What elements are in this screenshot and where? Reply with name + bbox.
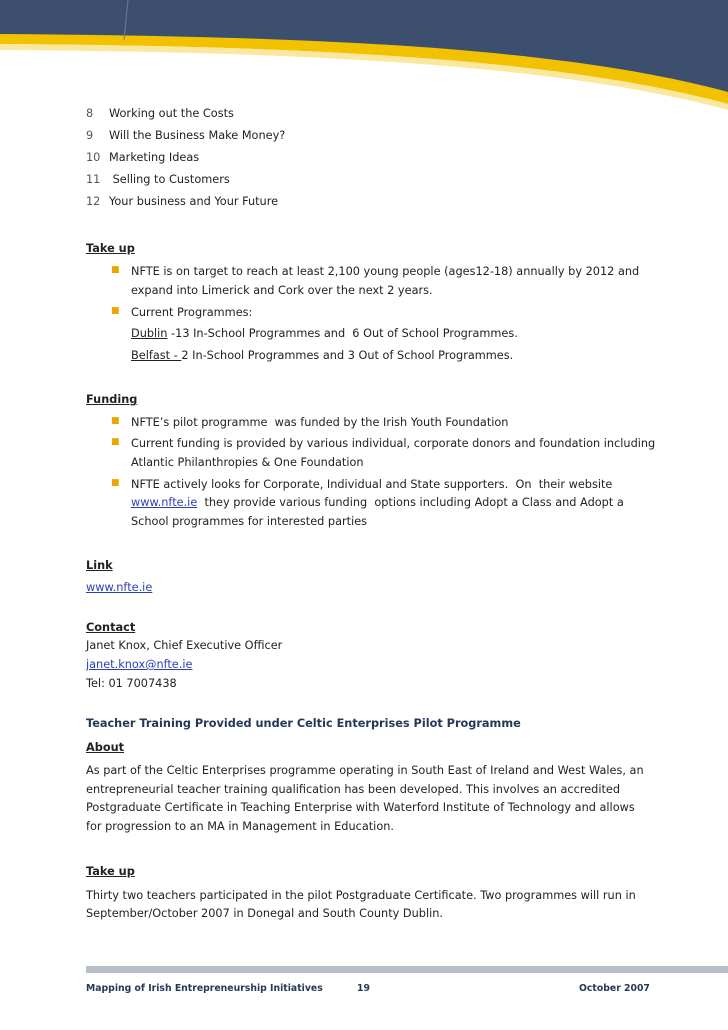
square-bullet-icon: ■: [111, 306, 120, 316]
takeup-heading: Take up: [86, 242, 135, 255]
contact-heading: Contact: [86, 621, 136, 634]
list-number: 8: [86, 107, 94, 120]
nfte-website-link[interactable]: www.nfte.ie: [131, 496, 198, 509]
funding-heading: Funding: [86, 393, 138, 406]
contact-email-link[interactable]: janet.knox@nfte.ie: [86, 658, 193, 671]
list-number: 10: [86, 151, 101, 164]
list-number: 11: [86, 173, 101, 186]
funding-bullet-3-rest: they provide various funding options including Adopt a Class and Adopt a: [197, 496, 624, 509]
belfast-text: 2 In-School Programmes and 3 Out of School Programmes.: [181, 349, 514, 362]
list-number: 9: [86, 129, 94, 142]
takeup-bullet-1-line-2: expand into Limerick and Cork over the next 2 years.: [131, 284, 433, 297]
dublin-line: [131, 327, 518, 340]
footer-page-number: 19: [357, 983, 370, 994]
about-line: Postgraduate Certificate in Teaching Enterprise with Waterford Institute of Technology and allows: [86, 801, 635, 814]
header-banner: [0, 0, 728, 110]
belfast-label: Belfast: [131, 349, 171, 362]
footer-divider: [86, 966, 728, 973]
list-item: Marketing Ideas: [109, 151, 200, 164]
takeup-2-heading: Take up: [86, 865, 135, 878]
takeup-bullet-1-line-1: NFTE is on target to reach at least 2,100 young people (ages12-18) annually by 2012 and: [131, 265, 640, 278]
square-bullet-icon: ■: [111, 437, 120, 447]
belfast-line: [131, 349, 513, 362]
section-title: Teacher Training Provided under Celtic Enterprises Pilot Programme: [86, 717, 521, 730]
list-item: Working out the Costs: [109, 107, 234, 120]
takeup-bullet-2: Current Programmes:: [131, 306, 253, 319]
takeup-2-line: September/October 2007 in Donegal and South County Dublin.: [86, 907, 443, 920]
contact-name: Janet Knox, Chief Executive Officer: [86, 639, 283, 652]
list-item: Selling to Customers: [109, 173, 230, 186]
square-bullet-icon: ■: [111, 478, 120, 488]
website-link[interactable]: www.nfte.ie: [86, 581, 153, 594]
funding-bullet-3-line-1: NFTE actively looks for Corporate, Individual and State supporters. On their website: [131, 478, 613, 491]
list-number: 12: [86, 195, 101, 208]
footer-date: October 2007: [579, 983, 650, 994]
about-line: entrepreneurial teacher training qualification has been developed. This involves an accredited: [86, 783, 621, 796]
about-line: for progression to an MA in Management in Education.: [86, 820, 394, 833]
takeup-2-line: Thirty two teachers participated in the pilot Postgraduate Certificate. Two programmes will run in: [86, 889, 636, 902]
link-heading: Link: [86, 559, 113, 572]
funding-bullet-3-line-2: [131, 496, 624, 509]
funding-bullet-3-line-3: School programmes for interested parties: [131, 515, 368, 528]
square-bullet-icon: ■: [111, 265, 120, 275]
dublin-label: Dublin: [131, 327, 168, 340]
belfast-separator: -: [170, 349, 182, 362]
square-bullet-icon: ■: [111, 416, 120, 426]
dublin-text: -13 In-School Programmes and 6 Out of School Programmes.: [167, 327, 518, 340]
list-item: Will the Business Make Money?: [109, 129, 286, 142]
about-line: As part of the Celtic Enterprises programme operating in South East of Ireland and West Wales, an: [86, 764, 644, 777]
funding-bullet-2-line-1: Current funding is provided by various individual, corporate donors and foundation including: [131, 437, 656, 450]
contact-tel: Tel: 01 7007438: [86, 677, 177, 690]
footer-title: Mapping of Irish Entrepreneurship Initiatives: [86, 983, 323, 994]
funding-bullet-2-line-2: Atlantic Philanthropies & One Foundation: [131, 456, 364, 469]
list-item: Your business and Your Future: [109, 195, 279, 208]
about-heading: About: [86, 741, 125, 754]
funding-bullet-1: NFTE’s pilot programme was funded by the Irish Youth Foundation: [131, 416, 509, 429]
